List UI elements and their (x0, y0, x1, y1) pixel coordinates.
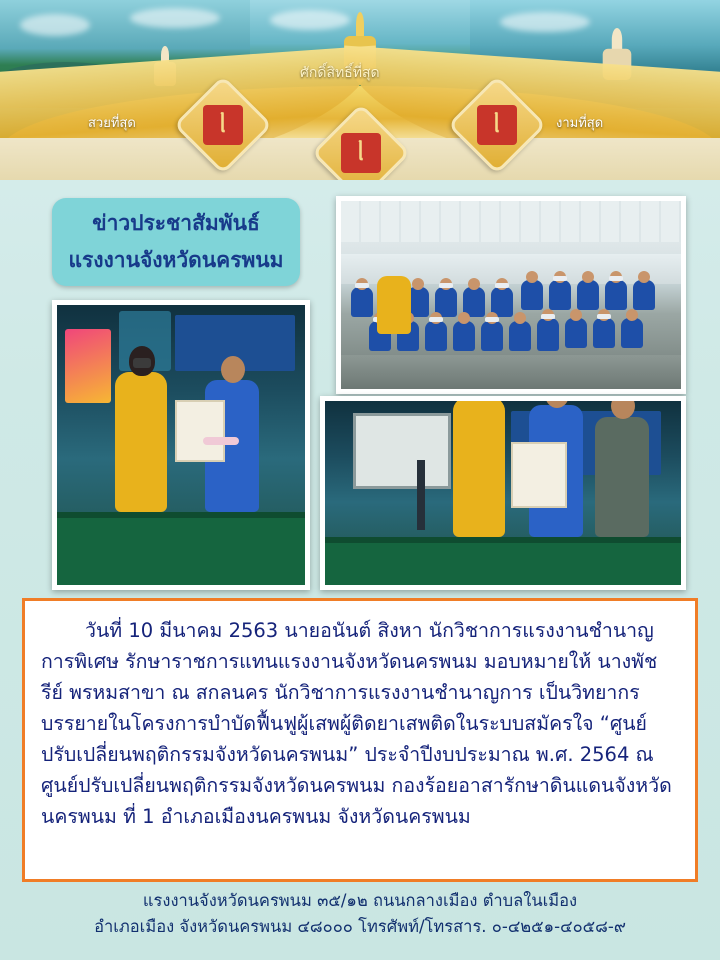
photo-classroom-seated-participants (336, 196, 686, 394)
article-body: วันที่ 10 มีนาคม 2563 นายอนันต์ สิงหา นักวิชาการแรงงานชำนาญการพิเศษ รักษาราชการแทนแรงงานจังหวัดนครพนม มอบหมายให้ นางพัชรีย์ พรหมสาขา ณ สกลนคร นักวิชาการแรงงานชำนาญการ เป็นวิทยากรบรรยายในโครงการบำบัดฟื้นฟูผู้เสพผู้ติดยาเสพติดในระบบสมัครใจ “ศูนย์ปรับเปลี่ยนพฤติกรรมจังหวัดนครพนม” ประจำปีงบประมาณ พ.ศ. 2564 ณ ศูนย์ปรับเปลี่ยนพฤติกรรมจังหวัดนครพนม กองร้อยอาสารักษาดินแดนจังหวัดนครพนม ที่ 1 อำเภอเมืองนครพนม จังหวัดนครพนม (41, 619, 672, 828)
footer-line-2: อำเภอเมือง จังหวัดนครพนม ๔๘๐๐๐ โทรศัพท์/โทรสาร. ๐-๔๒๕๑-๔๐๕๘-๙ (94, 917, 626, 936)
banner-caption-right: งามที่สุด (556, 115, 604, 130)
header-banner (0, 0, 720, 180)
footer-line-1: แรงงานจังหวัดนครพนม ๓๕/๑๒ ถนนกลางเมือง ตำบลในเมือง (142, 891, 578, 910)
title-line-1: ข่าวประชาสัมพันธ์ (92, 211, 260, 235)
photo-certificate-handover-left (52, 300, 310, 590)
cloud-icon (20, 14, 90, 36)
cloud-icon (500, 12, 590, 32)
announcement-title-card (52, 198, 300, 286)
cloud-icon (130, 8, 220, 28)
title-line-2: แรงงานจังหวัดนครพนม (68, 248, 284, 272)
medallion-glyph: ᥣ (477, 105, 517, 145)
medallion-glyph: ᥣ (203, 105, 243, 145)
banner-caption-left: สวยที่สุด (88, 115, 136, 130)
footer-address (0, 888, 720, 940)
photo-certificate-handover-right (320, 396, 686, 590)
medallion-glyph: ᥣ (341, 133, 381, 173)
banner-caption-center: ศักดิ์สิทธิ์ที่สุด (300, 64, 380, 80)
article-textbox (22, 598, 698, 882)
